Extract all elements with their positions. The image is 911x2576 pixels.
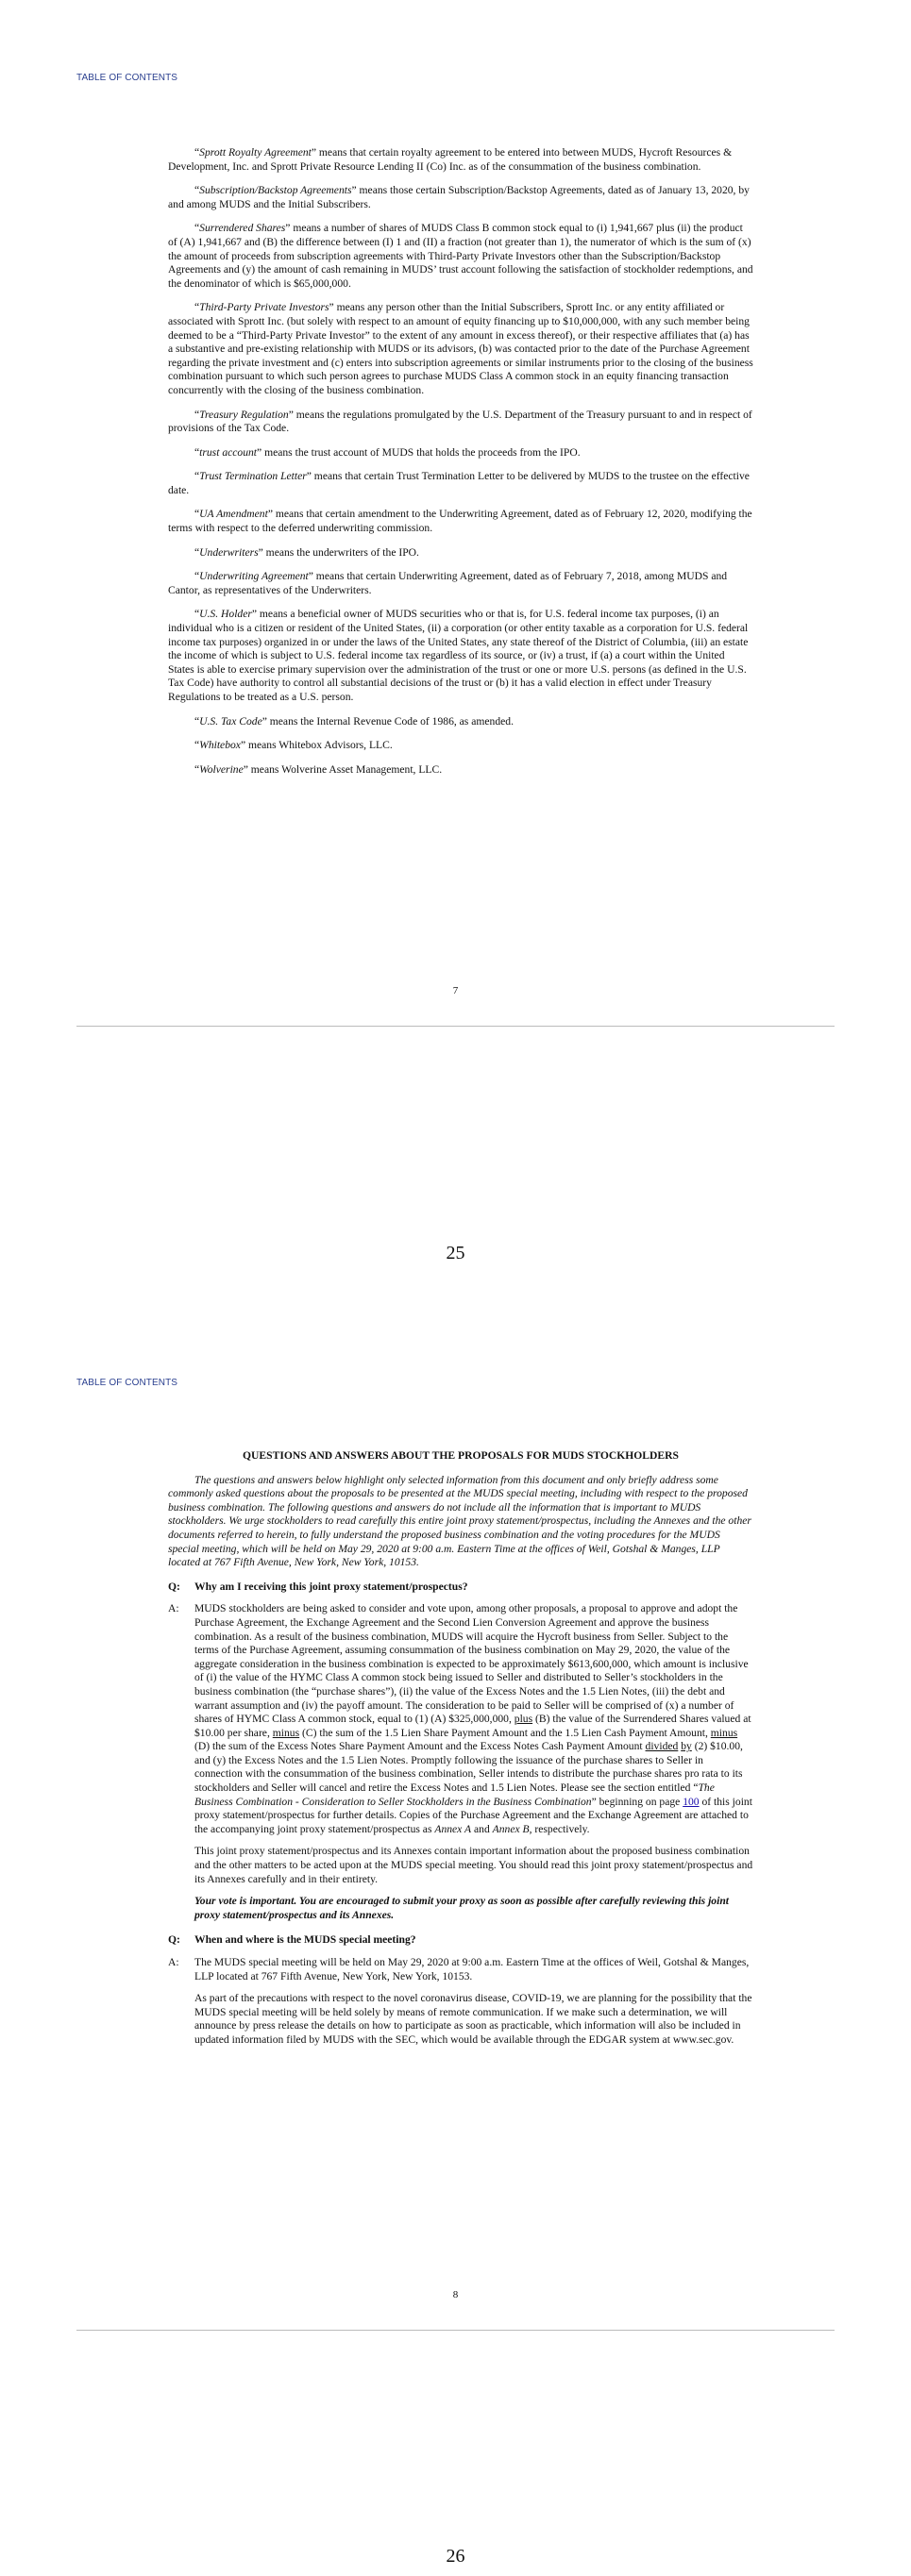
pdf-page-number: 25 bbox=[446, 1243, 465, 1263]
by-term: by bbox=[681, 1740, 692, 1753]
section-heading: QUESTIONS AND ANSWERS ABOUT THE PROPOSALS FOR MUDS STOCKHOLDERS bbox=[243, 1449, 679, 1462]
definition-text: ” means a number of shares of MUDS Class B common stock equal to (i) 1,941,667 plus (ii) the product of (A) 1,941,667 and (B) the difference between (I) 1 and (II) a fraction (not greater than 1), the numerator of which is the sum of (x) the amount of proceeds from subscription agreements with Third-Party Private Investors other than the Subscription/Backstop Agreements and (y) the amount of cash remaining in MUDS’ trust account following the satisfaction of stockholder redemptions, and the denominator of which is $65,000,000. bbox=[168, 222, 753, 290]
open-quote: “ bbox=[194, 408, 200, 421]
definition-text: ” means Wolverine Asset Management, LLC. bbox=[243, 762, 443, 776]
definition-term: U.S. Holder bbox=[199, 608, 252, 621]
definition-term: UA Amendment bbox=[199, 508, 268, 521]
answer-text-part: and bbox=[471, 1822, 493, 1835]
question-text: Why am I receiving this joint proxy statement/prospectus? bbox=[194, 1580, 468, 1593]
answer-continuation: This joint proxy statement/prospectus and its Annexes contain important information about the proposed business combination and the other matters to be acted upon at the MUDS special meeting. You should read this joint proxy statement/prospectus and its Annexes carefully and in their entirety. bbox=[194, 1845, 753, 1885]
definition-paragraph bbox=[168, 301, 753, 397]
definition-text: ” means the regulations promulgated by the U.S. Department of the Treasury pursuant to and in respect of provisions of the Tax Code. bbox=[168, 408, 752, 435]
open-quote: “ bbox=[194, 222, 200, 235]
answer-text-part: (C) the sum of the 1.5 Lien Share Payment Amount and the 1.5 Lien Cash Payment Amount, bbox=[299, 1726, 711, 1739]
definitions-section bbox=[168, 146, 753, 787]
minus-term: minus bbox=[272, 1726, 300, 1739]
definition-text: ” means the Internal Revenue Code of 1986, as amended. bbox=[261, 714, 514, 728]
section-reference: The Business Combination - Consideration to Seller Stockholders in the Business Combination bbox=[194, 1781, 715, 1808]
definition-text: ” means a beneficial owner of MUDS securities who or that is, for U.S. federal income tax purposes, (i) an individual who is a citizen or resident of the United States, (ii) a corporation (or other entity taxable as a corporation for U.S. federal income tax purposes) organized in or under the laws of the United States, any state thereof of the District of Columbia, (iii) an estate the income of which is subject to U.S. federal income tax regardless of its source, or (iv) a trust, if (a) a court within the United States is able to exercise primary supervision over the administration of the trust or one or more U.S. persons (as defined in the U.S. Tax Code) have authority to control all substantial decisions of the trust or (b) it has a valid election in effect under Treasury Regulations to be treated as a U.S. person. bbox=[168, 608, 749, 703]
page-divider bbox=[76, 2330, 835, 2331]
question-label: Q: bbox=[168, 1580, 180, 1593]
definition-term: Treasury Regulation bbox=[199, 408, 289, 421]
definition-paragraph bbox=[168, 409, 753, 436]
definition-term: Whitebox bbox=[199, 739, 241, 752]
answer-1 bbox=[168, 1602, 753, 1836]
definition-text: ” means that certain amendment to the Underwriting Agreement, dated as of February 12, 2020, modifying the terms with respect to the deferred underwriting commission. bbox=[168, 508, 752, 535]
definition-paragraph bbox=[168, 508, 753, 535]
definition-text: ” means any person other than the Initial Subscribers, Sprott Inc. or any entity affiliated or associated with Sprott Inc. (but solely with respect to an amount of equity financing up to $10,000,000, with any such member being deemed to be a “Third-Party Private Investor” to the extent of any amount in excess thereof), or their respective affiliates that (a) has a substantive and pre-existing relationship with MUDS or its advisors, (b) was contacted prior to the date of the Purchase Agreement regarding the private investment and (c) enters into subscription agreements or similar instruments prior to the closing of the business combination pursuant to which such person agrees to purchase MUDS Class A common stock in an equity financing transaction concurrently with the closing of the business combination. bbox=[168, 301, 753, 396]
minus-term: minus bbox=[710, 1726, 738, 1739]
definition-text: ” means the underwriters of the IPO. bbox=[258, 545, 419, 559]
open-quote: “ bbox=[194, 570, 200, 583]
definition-term: Sprott Royalty Agreement bbox=[199, 146, 312, 159]
page-reference-link[interactable]: 100 bbox=[683, 1795, 700, 1808]
open-quote: “ bbox=[194, 739, 200, 752]
open-quote: “ bbox=[194, 762, 200, 776]
definition-term: Trust Termination Letter bbox=[199, 470, 307, 483]
qa-section bbox=[168, 1449, 753, 2056]
open-quote: “ bbox=[194, 184, 200, 197]
page-divider bbox=[76, 1026, 835, 1027]
definition-term: trust account bbox=[199, 445, 258, 459]
definition-term: Wolverine bbox=[199, 762, 244, 776]
answer-label: A: bbox=[168, 1956, 179, 1968]
definition-text: ” means that certain Underwriting Agreement, dated as of February 7, 2018, among MUDS and Cantor, as representatives of the Underwriters. bbox=[168, 570, 728, 596]
table-of-contents-link[interactable]: TABLE OF CONTENTS bbox=[76, 1378, 178, 1388]
open-quote: “ bbox=[194, 445, 200, 459]
definition-text: ” means that certain Trust Termination Letter to be delivered by MUDS to the trustee on the effective date. bbox=[168, 470, 750, 496]
definition-text: ” means those certain Subscription/Backstop Agreements, dated as of January 13, 2020, by and among MUDS and the Initial Subscribers. bbox=[168, 184, 750, 210]
answer-2 bbox=[168, 1956, 753, 1983]
definition-term: Third-Party Private Investors bbox=[199, 301, 329, 314]
answer-text bbox=[194, 1602, 753, 1836]
open-quote: “ bbox=[194, 508, 200, 521]
question-1 bbox=[168, 1581, 753, 1595]
open-quote: “ bbox=[194, 608, 200, 621]
annex-a-reference: Annex A bbox=[434, 1822, 472, 1835]
answer-text-part: (2) $10.00, and (y) the Excess Notes and the 1.5 Lien Notes. Promptly following the issuance of the purchase shares to Seller in connection with the consummation of the business combination, Seller intends to distribute the purchase shares pro rata to its stockholders and Seller will cancel and retire the Excess Notes and 1.5 Lien Notes. Please see the section entitled “ bbox=[194, 1740, 743, 1795]
open-quote: “ bbox=[194, 714, 200, 728]
definition-term: Surrendered Shares bbox=[199, 222, 286, 235]
definition-paragraph bbox=[168, 570, 753, 597]
definition-paragraph bbox=[168, 470, 753, 497]
divided-term: divided bbox=[645, 1740, 679, 1753]
plus-term: plus bbox=[514, 1713, 533, 1726]
question-label: Q: bbox=[168, 1933, 180, 1947]
answer-text-part: of this joint proxy statement/prospectus for further details. Copies of the Purchase Agreement and the Exchange Agreement are attached to the accompanying joint proxy statement/prospectus as bbox=[194, 1795, 752, 1835]
question-2 bbox=[168, 1933, 753, 1948]
answer-label: A: bbox=[168, 1602, 179, 1615]
definition-text: ” means the trust account of MUDS that holds the proceeds from the IPO. bbox=[257, 445, 581, 459]
definition-paragraph bbox=[168, 446, 753, 460]
definition-paragraph bbox=[168, 222, 753, 291]
open-quote: “ bbox=[194, 545, 200, 559]
answer-continuation: As part of the precautions with respect to the novel coronavirus disease, COVID-19, we are planning for the possibility that the MUDS special meeting will be held solely by means of remote communication. If we make such a determination, we will announce by press release the details on how to participate as soon as practicable, which information will also be included in updated information filed by MUDS with the SEC, which would be available through the EDGAR system at www.sec.gov. bbox=[194, 1992, 752, 2046]
definition-term: U.S. Tax Code bbox=[199, 714, 262, 728]
question-text: When and where is the MUDS special meeting? bbox=[194, 1933, 416, 1947]
definition-paragraph bbox=[168, 715, 753, 729]
answer-text-part: (D) the sum of the Excess Notes Share Payment Amount and the Excess Notes Cash Payment Amount bbox=[194, 1740, 646, 1753]
pdf-page-number: 26 bbox=[446, 2546, 465, 2567]
answer-text-part: ” beginning on page bbox=[591, 1795, 683, 1808]
answer-text: The MUDS special meeting will be held on May 29, 2020 at 9:00 a.m. Eastern Time at the offices of Weil, Gotshal & Manges, LLP located at 767 Fifth Avenue, New York, New York, 10153. bbox=[194, 1956, 750, 1982]
table-of-contents-link[interactable]: TABLE OF CONTENTS bbox=[76, 73, 178, 83]
definition-paragraph bbox=[168, 763, 753, 778]
answer-text-part: MUDS stockholders are being asked to consider and vote upon, among other proposals, a proposal to approve and adopt the Purchase Agreement, the Exchange Agreement and the Second Lien Conversion Agreement and approve the business combination. As a result of the business combination, MUDS will acquire the Hycroft business from Seller. Subject to the terms of the Purchase Agreement, assuming consummation of the business combination on May 29, 2020, the value of the aggregate consideration in the business combination is expected to be approximately $613,600,000, which amount is inclusive of (i) the value of the HYMC Class A common stock being issued to Seller and distributed to Seller’s stockholders in the business combination (the “purchase shares”), (ii) the value of the Excess Notes and the 1.5 Lien Notes, (iii) the debt and warrant assumption and (iv) the payoff amount. The consideration to be paid to Seller will be comprised of (x) a number of shares of HYMC Class A common stock, equal to (1) (A) $325,000,000, bbox=[194, 1602, 749, 1726]
answer-text-part: (B) the value of the Surrendered Shares valued at $10.00 per share, bbox=[194, 1713, 751, 1739]
open-quote: “ bbox=[194, 146, 200, 159]
definition-paragraph bbox=[168, 739, 753, 753]
definition-term: Underwriting Agreement bbox=[199, 570, 309, 583]
definition-paragraph bbox=[168, 146, 753, 174]
definition-paragraph bbox=[168, 184, 753, 211]
open-quote: “ bbox=[194, 301, 200, 314]
definition-text: ” means Whitebox Advisors, LLC. bbox=[240, 739, 393, 752]
page-number: 8 bbox=[452, 2289, 459, 2300]
annex-b-reference: Annex B bbox=[492, 1822, 530, 1835]
definition-paragraph bbox=[168, 608, 753, 704]
page-number: 7 bbox=[452, 985, 459, 996]
definition-term: Subscription/Backstop Agreements bbox=[199, 184, 352, 197]
definition-paragraph bbox=[168, 546, 753, 560]
intro-paragraph: The questions and answers below highlight only selected information from this document and only briefly address some commonly asked questions about the proposals to be presented at the MUDS special meeting, including with respect to the proposed business combination. The following questions and answers do not include all the information that is important to MUDS stockholders. We urge stockholders to read carefully this entire joint proxy statement/prospectus, including the Annexes and the other documents referred to herein, to fully understand the proposed business combination and the voting procedures for the MUDS special meeting, which will be held on May 29, 2020 at 9:00 a.m. Eastern Time at the offices of Weil, Gotshal & Manges, LLP located at 767 Fifth Avenue, New York, New York, 10153. bbox=[168, 1473, 751, 1569]
definition-text: ” means that certain royalty agreement to be entered into between MUDS, Hycroft Resources & Development, Inc. and Sprott Private Resource Lending II (Co) Inc. as of the consummation of the business combination. bbox=[168, 146, 733, 173]
open-quote: “ bbox=[194, 470, 200, 483]
important-notice: Your vote is important. You are encouraged to submit your proxy as soon as possible after carefully reviewing this joint proxy statement/prospectus and its Annexes. bbox=[194, 1895, 729, 1921]
definition-term: Underwriters bbox=[199, 545, 259, 559]
answer-text-part: , respectively. bbox=[529, 1822, 590, 1835]
